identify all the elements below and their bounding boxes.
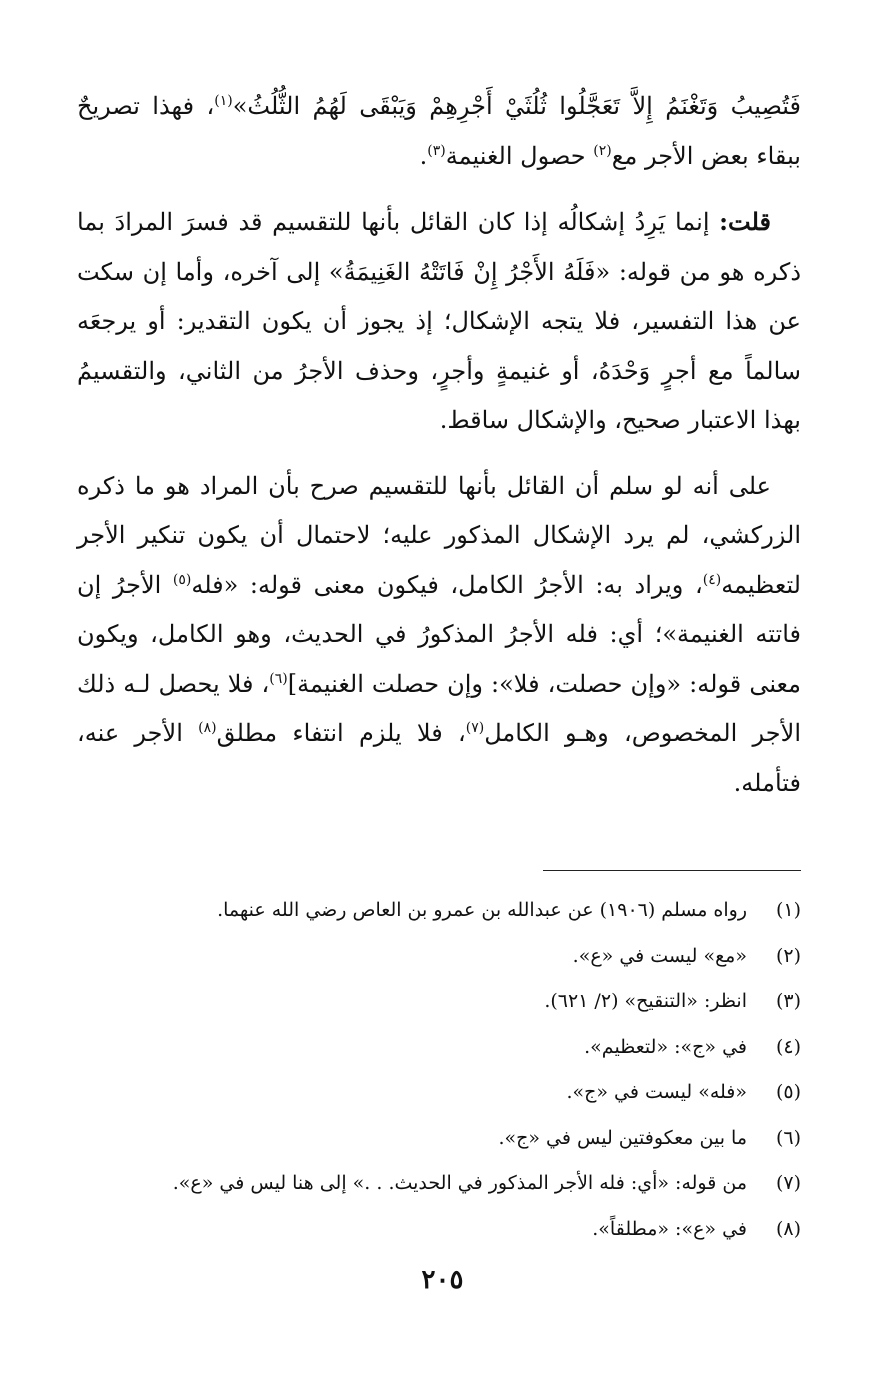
- footnote-ref: (٧): [465, 720, 485, 736]
- paragraph-text: حصول الغنيمة: [445, 141, 594, 170]
- footnote-text: «فله» ليست في «ج».: [566, 1081, 747, 1103]
- paragraph-text: على أنه لو سلم أن القائل بأنها للتقسيم صرح بأن المراد هو ما ذكره الزركشي، لم يرد الإشكال المذكور عليه؛ لاحتمال أن يكون تنكير الأجر لتعظيمه: [77, 471, 801, 599]
- footnote-text: من قوله: «أي: فله الأجر المذكور في الحديث. . .» إلى هنا ليس في «ع».: [172, 1172, 747, 1194]
- paragraph-text: فَتُصِيبُ وَتَغْنَمُ إِلاَّ تَعَجَّلُوا ثُلُثَيْ أَجْرِهِمْ وَيَبْقَى لَهُمُ الثُّلُثُ»: [232, 92, 801, 120]
- paragraph: [77, 462, 801, 809]
- paragraph: [77, 197, 801, 446]
- paragraph-lead: قلت:: [719, 207, 771, 236]
- footnote-item: [77, 1161, 801, 1207]
- paragraph-text: الأجرُ إن فاتته الغنيمة»؛ أي: فله الأجرُ المذكورُ في الحديث، وهو الكامل، ويكون معنى قوله: «وإن حصلت، فلا»: وإن حصلت الغنيمة]: [77, 570, 801, 698]
- footnote-number: (٧): [775, 1172, 801, 1194]
- footnote-item: [77, 1116, 801, 1162]
- footnote-ref: (٤): [702, 571, 722, 588]
- footnote-ref: (٨): [198, 720, 217, 736]
- footnote-item: [77, 1207, 801, 1253]
- footnote-item: [77, 979, 801, 1025]
- footnote-number: (٣): [775, 990, 801, 1012]
- footnote-item: [77, 934, 801, 980]
- footnote-text: في «ع»: «مطلقاً».: [592, 1217, 747, 1240]
- footnote-number: (٦): [775, 1126, 801, 1149]
- paragraph-text: .: [419, 141, 428, 170]
- paragraph-text: الأجر عنه، فتأمله.: [77, 719, 801, 797]
- footnote-separator: [543, 870, 801, 871]
- paragraph: [77, 82, 801, 181]
- footnote-text: ما بين معكوفتين ليس في «ج».: [498, 1126, 747, 1149]
- footnote-number: (٢): [775, 944, 801, 967]
- footnote-ref: (٣): [427, 142, 446, 159]
- footnote-number: (٨): [775, 1217, 801, 1240]
- footnote-text: في «ج»: «لتعظيم».: [584, 1035, 747, 1058]
- footnote-number: (٥): [775, 1081, 801, 1103]
- paragraph-text: إنما يَرِدُ إشكالُه إذا كان القائل بأنها للتقسيم قد فسرَ المرادَ بما ذكره هو من قوله: «فَلَهُ الأَجْرُ إِنْ فَاتَتْهُ الغَنِيمَةُ» إلى آخره، وأما إن سكت عن هذا التفسير، فلا يتجه الإشكال؛ إذ يجوز أن يكون التقدير: أو يرجعَه سالماً مع أجرٍ وَحْدَهُ، أو غنيمةٍ وأجرٍ، وحذف الأجرُ من الثاني، والتقسيمُ بهذا الاعتبار صحيح، والإشكال ساقط.: [77, 208, 801, 434]
- footnotes-list: [77, 888, 801, 1252]
- footnote-item: [77, 1025, 801, 1071]
- paragraph-text: ، ويراد به: الأجرُ الكامل، فيكون معنى قوله: «فله: [191, 570, 703, 599]
- paragraph-text: ، فلا يحصل لـه ذلك الأجر المخصوص، وهـو الكامل: [77, 669, 801, 747]
- footnote-text: انظر: «التنقيح» (٢/ ٦٢١).: [544, 990, 747, 1012]
- footnote-item: [77, 1070, 801, 1116]
- paragraph-text: ، فلا يلزم انتفاء مطلق: [216, 719, 466, 747]
- footnote-text: «مع» ليست في «ع».: [572, 944, 747, 967]
- footnote-number: (١): [775, 899, 801, 921]
- footnote-item: [77, 888, 801, 934]
- page-number: ٢٠٥: [421, 1265, 464, 1295]
- footnote-ref: (١): [214, 93, 233, 109]
- footnote-ref: (٦): [269, 670, 288, 687]
- footnote-ref: (٢): [593, 142, 612, 159]
- main-text: [77, 82, 801, 808]
- footnote-text: رواه مسلم (١٩٠٦) عن عبدالله بن عمرو بن العاص رضي الله عنهما.: [217, 899, 747, 921]
- footnote-ref: (٥): [172, 571, 192, 588]
- paragraph-text: ، فهذا تصريحٌ ببقاء بعض الأجر مع: [77, 92, 801, 170]
- footnote-number: (٤): [775, 1035, 801, 1058]
